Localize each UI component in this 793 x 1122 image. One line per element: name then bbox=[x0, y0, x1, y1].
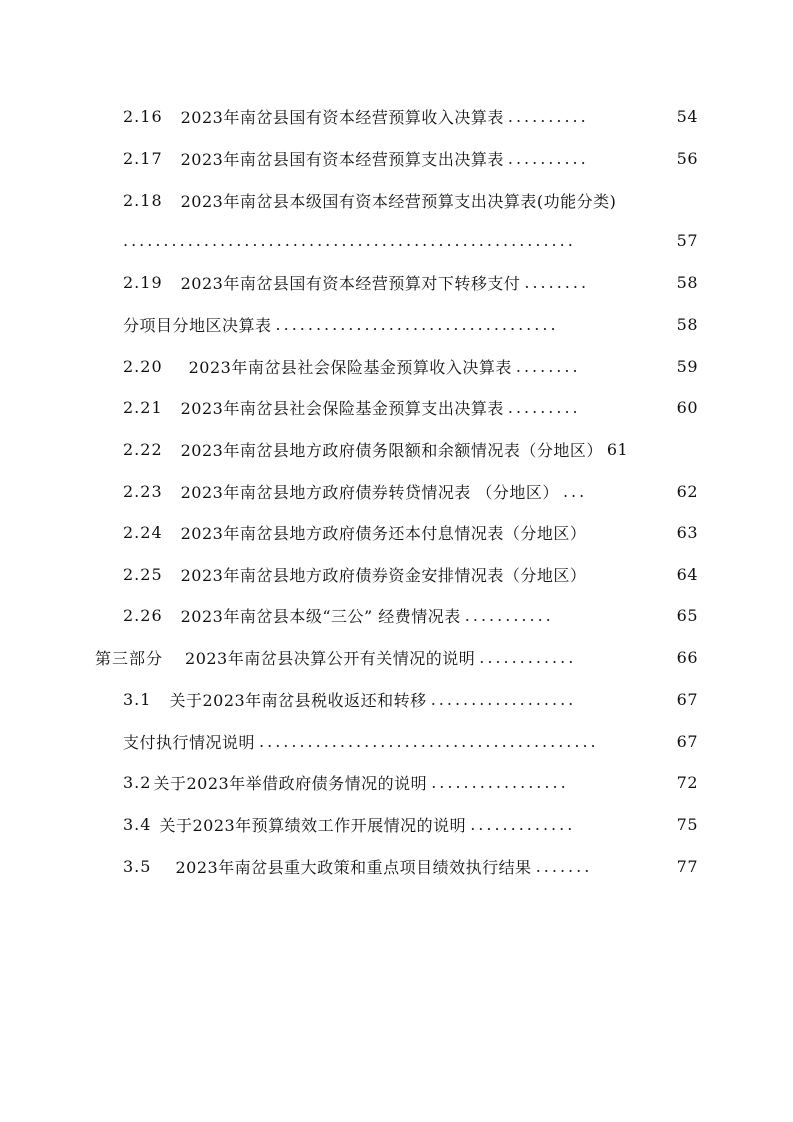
toc-page-number: 63 bbox=[676, 522, 698, 542]
toc-number: 2.22 bbox=[123, 439, 163, 459]
toc-entry-2-24[interactable] bbox=[123, 517, 698, 547]
toc-entry-3-1[interactable] bbox=[123, 684, 698, 714]
toc-title: 2023年南岔县社会保险基金预算支出决算表 bbox=[180, 398, 504, 418]
toc-number: 2.24 bbox=[123, 522, 163, 542]
toc-title: 关于2023年举借政府债务情况的说明 bbox=[153, 773, 428, 793]
toc-leader: ....... bbox=[535, 856, 593, 876]
toc-number: 2.20 bbox=[123, 356, 163, 376]
toc-title: 2023年南岔县本级“三公” 经费情况表 bbox=[180, 606, 461, 626]
toc-title: 2023年南岔县地方政府债券资金安排情况表（分地区） bbox=[180, 565, 587, 585]
toc-title: 2023年南岔县地方政府债务还本付息情况表（分地区） bbox=[180, 523, 587, 543]
toc-page-number: 72 bbox=[676, 772, 698, 792]
toc-leader: ............ bbox=[479, 647, 577, 667]
toc-entry-3-4[interactable] bbox=[123, 809, 698, 839]
toc-page-number: 67 bbox=[676, 731, 698, 751]
toc-title: 关于2023年预算绩效工作开展情况的说明 bbox=[159, 815, 467, 835]
toc-entry-2-22[interactable] bbox=[123, 434, 708, 464]
toc-number: 3.5 bbox=[123, 856, 152, 876]
toc-page-number: 59 bbox=[676, 356, 698, 376]
toc-number: 3.1 bbox=[123, 689, 152, 709]
toc-entry-part-3[interactable] bbox=[95, 642, 698, 672]
toc-title: 2023年南岔县决算公开有关情况的说明 bbox=[185, 648, 476, 668]
toc-number: 3.2 bbox=[123, 772, 152, 792]
toc-leader: ........ bbox=[515, 356, 581, 376]
toc-title: 2023年南岔县国有资本经营预算支出决算表 bbox=[180, 149, 504, 169]
toc-leader: .......... bbox=[507, 106, 589, 126]
toc-entry-2-18[interactable] bbox=[123, 185, 713, 215]
toc-title: 2023年南岔县重大政策和重点项目绩效执行结果 bbox=[175, 857, 532, 877]
toc-entry-2-21[interactable] bbox=[123, 392, 698, 422]
toc-number: 2.16 bbox=[123, 106, 163, 126]
toc-leader: ............. bbox=[470, 814, 576, 834]
toc-entry-2-25[interactable] bbox=[123, 559, 698, 589]
toc-title: 2023年南岔县国有资本经营预算对下转移支付 bbox=[180, 273, 521, 293]
toc-title: 2023年南岔县本级国有资本经营预算支出决算表(功能分类) bbox=[180, 191, 617, 211]
toc-page-number: 57 bbox=[676, 230, 698, 250]
toc-entry-3-2[interactable] bbox=[123, 767, 698, 797]
toc-number: 2.25 bbox=[123, 564, 163, 584]
toc-number: 2.26 bbox=[123, 605, 163, 625]
toc-page-number: 64 bbox=[676, 564, 698, 584]
toc-page-number: 75 bbox=[676, 814, 698, 834]
toc-entry-2-16[interactable] bbox=[123, 101, 698, 131]
toc-entry-2-23[interactable] bbox=[123, 476, 698, 506]
toc-entry-2-20[interactable] bbox=[123, 351, 698, 381]
toc-entry-3-1-continued[interactable] bbox=[123, 726, 698, 756]
toc-page-number: 77 bbox=[676, 856, 698, 876]
toc-title: 分项目分地区决算表 bbox=[123, 315, 272, 335]
toc-page-number: 61 bbox=[606, 439, 629, 459]
toc-page-number: 65 bbox=[676, 605, 698, 625]
toc-number: 2.21 bbox=[123, 397, 163, 417]
toc-number: 2.17 bbox=[123, 148, 163, 168]
toc-page-number: 56 bbox=[676, 148, 698, 168]
toc-title: 2023年南岔县国有资本经营预算收入决算表 bbox=[180, 107, 504, 127]
toc-leader: ........ bbox=[524, 272, 590, 292]
toc-entry-2-19[interactable] bbox=[123, 267, 698, 297]
toc-leader: .......... bbox=[507, 148, 589, 168]
toc-leader: ... bbox=[562, 481, 588, 501]
toc-title: 关于2023年南岔县税收返还和转移 bbox=[169, 690, 427, 710]
toc-page-number: 66 bbox=[676, 647, 698, 667]
toc-title: 2023年南岔县地方政府债券转贷情况表 （分地区） bbox=[180, 482, 559, 502]
toc-entry-2-17[interactable] bbox=[123, 143, 698, 173]
toc-page-number: 67 bbox=[676, 689, 698, 709]
toc-entry-3-5[interactable] bbox=[123, 851, 698, 881]
toc-leader: ................. bbox=[431, 772, 569, 792]
toc-page-number: 58 bbox=[676, 314, 698, 334]
toc-number: 2.19 bbox=[123, 272, 163, 292]
toc-title: 2023年南岔县地方政府债务限额和余额情况表（分地区） bbox=[180, 440, 603, 460]
toc-title: 2023年南岔县社会保险基金预算收入决算表 bbox=[188, 357, 512, 377]
toc-entry-2-26[interactable] bbox=[123, 600, 698, 630]
toc-leader: ................................... bbox=[275, 314, 559, 334]
toc-leader: ........................................................ bbox=[123, 230, 576, 250]
toc-number: 2.23 bbox=[123, 481, 163, 501]
toc-number: 2.18 bbox=[123, 190, 163, 210]
toc-leader: ......... bbox=[507, 397, 581, 417]
toc-number: 第三部分 bbox=[95, 648, 164, 668]
toc-page-number: 60 bbox=[676, 397, 698, 417]
toc-page-number: 58 bbox=[676, 272, 698, 292]
toc-leader: ........... bbox=[464, 605, 554, 625]
toc-entry-2-18-continued[interactable] bbox=[123, 225, 698, 255]
toc-title: 支付执行情况说明 bbox=[123, 732, 256, 752]
toc-page-number: 54 bbox=[676, 106, 698, 126]
toc-number: 3.4 bbox=[123, 814, 152, 834]
toc-entry-2-19-continued[interactable] bbox=[123, 309, 698, 339]
toc-leader: .................. bbox=[430, 689, 577, 709]
toc-page-number: 62 bbox=[676, 481, 698, 501]
toc-leader: .......................................... bbox=[259, 731, 599, 751]
